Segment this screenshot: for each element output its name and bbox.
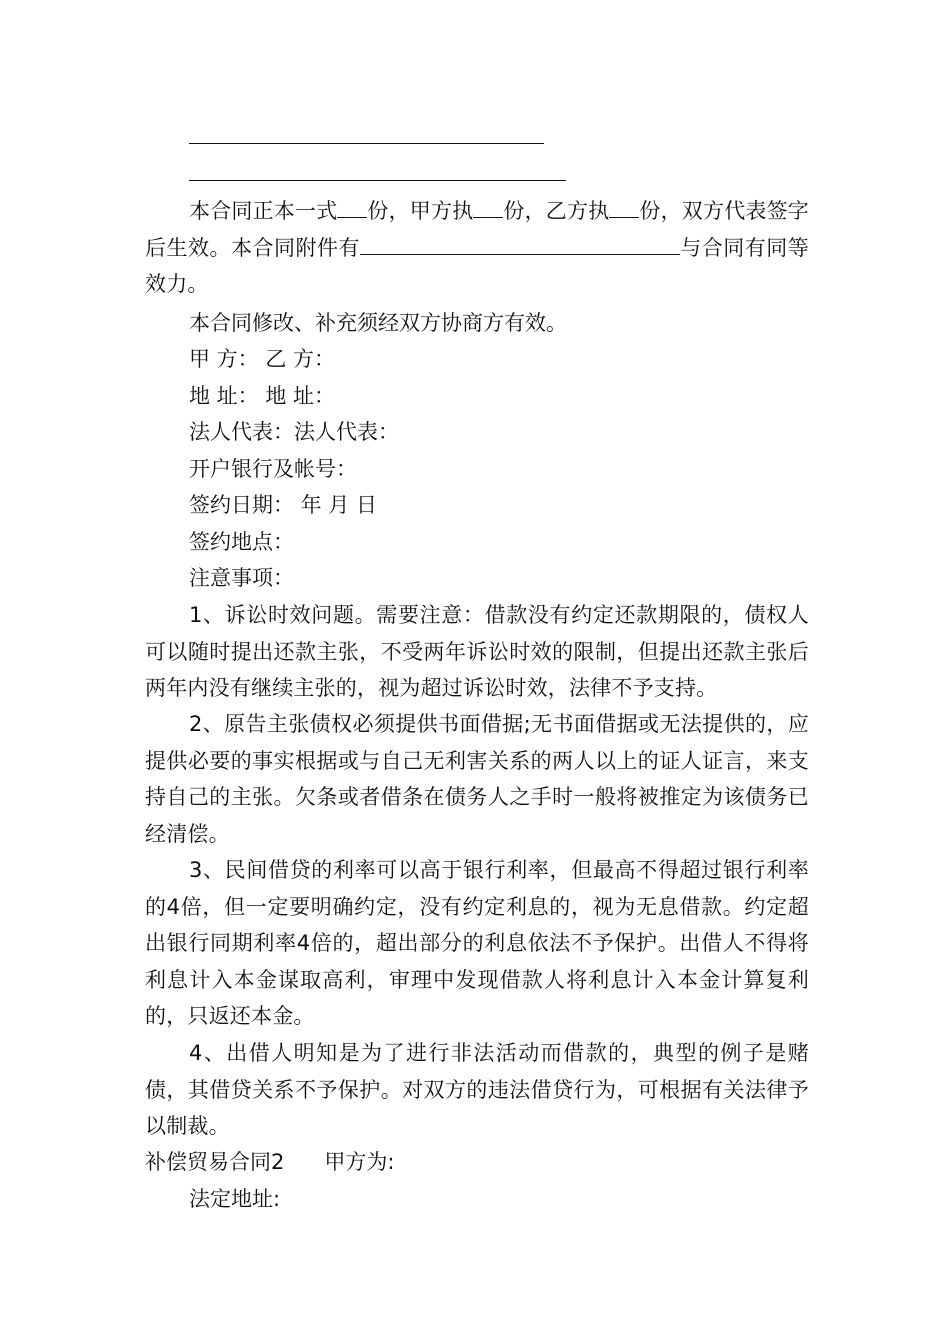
- party-b-copies-blank: [609, 195, 639, 218]
- contract-2-title: 补偿贸易合同2: [145, 1150, 285, 1174]
- blank-line-1: [189, 143, 544, 144]
- copies-blank: [337, 195, 367, 218]
- note-3: 3、民间借贷的利率可以高于银行利率，但最高不得超过银行利率的4倍，但一定要明确约定，没有约定利息的，视为无息借款。约定超出银行同期利率4倍的，超出部分的利息依法不予保护。出借人不得将利息计入本金谋取高利，审理中发现借款人将利息计入本金计算复利的，只返还本金。: [145, 858, 809, 1028]
- party-line: 甲 方： 乙 方：: [189, 347, 336, 371]
- note-2: 2、原告主张债权必须提供书面借据;无书面借据或无法提供的，应提供必要的事实根据或与自己无利害关系的两人以上的证人证言，来支持自己的主张。欠条或者借条在债务人之手时一般将被推定为该债务已经清偿。: [145, 712, 809, 846]
- address-line: 地 址： 地 址：: [189, 384, 336, 408]
- party-a-copies-blank: [473, 195, 503, 218]
- contract-2-party: 甲方为:: [324, 1150, 395, 1174]
- representative-line: 法人代表：法人代表：: [189, 420, 399, 444]
- amend-clause: 本合同修改、补充须经双方协商方有效。: [189, 311, 567, 335]
- notes-heading: 注意事项：: [189, 566, 294, 590]
- blank-line-2: [189, 180, 566, 181]
- note-1: 1、诉讼时效问题。需要注意：借款没有约定还款期限的，债权人可以随时提出还款主张，不受两年诉讼时效的限制，但提出还款主张后两年内没有继续主张的，视为超过诉讼时效，法律不予支持。: [145, 603, 809, 700]
- legal-address-line: 法定地址:: [189, 1187, 281, 1211]
- note-4: 4、出借人明知是为了进行非法活动而借款的，典型的例子是赌债，其借贷关系不予保护。对双方的违法借贷行为，可根据有关法律予以制裁。: [145, 1041, 809, 1138]
- signature-paragraph: 本合同正本一式 份，甲方执 份，乙方执 份，双方代表签字后生效。本合同附件有 与合同有同等效力。: [145, 193, 809, 303]
- attachment-blank: [360, 232, 680, 255]
- sign-place-line: 签约地点：: [189, 530, 294, 554]
- contract-2-heading: [145, 1144, 394, 1181]
- sign-date-line: 签约日期： 年 月 日: [189, 493, 378, 517]
- bank-account-line: 开户银行及帐号：: [189, 457, 357, 481]
